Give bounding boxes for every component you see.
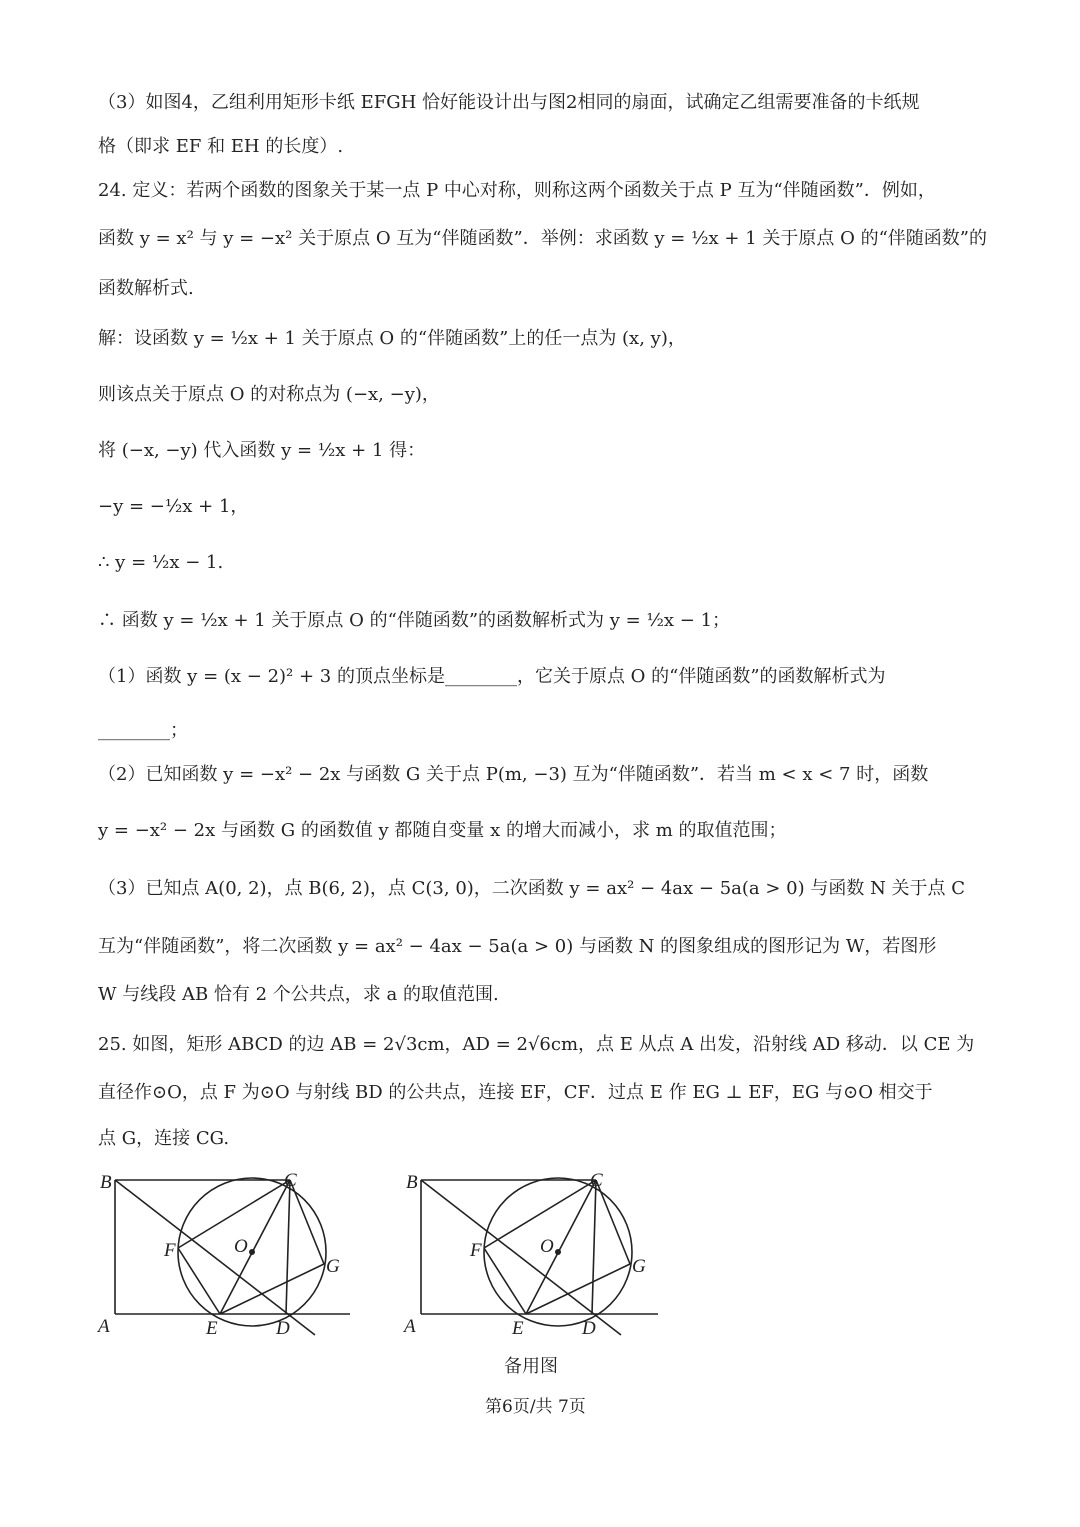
geometry-figure-main <box>90 1160 370 1354</box>
q24-solution-line4: −y = −½x + 1， <box>98 496 249 517</box>
q24-definition-line3: 函数解析式. <box>98 278 194 299</box>
q25-line2: 直径作⊙O，点 F 为⊙O 与射线 BD 的公共点，连接 EF，CF．过点 E 作 EG ⊥ EF，EG 与⊙O 相交于 <box>98 1082 933 1103</box>
label-E: E <box>206 1318 218 1339</box>
label-E-backup: E <box>512 1318 524 1339</box>
label-F-backup: F <box>470 1240 482 1261</box>
label-O: O <box>234 1236 248 1257</box>
q24-solution-line2: 则该点关于原点 O 的对称点为 (−x, −y)， <box>98 384 440 405</box>
q25-line3: 点 G，连接 CG. <box>98 1128 230 1149</box>
q24-part3-line3: W 与线段 AB 恰有 2 个公共点，求 a 的取值范围. <box>98 984 499 1005</box>
label-D-backup: D <box>582 1318 596 1339</box>
q24-part1-line2: ________； <box>98 720 188 741</box>
q24-definition-line1: 24. 定义：若两个函数的图象关于某一点 P 中心对称，则称这两个函数关于点 P 互为“伴随函数”．例如， <box>98 180 936 201</box>
label-B-backup: B <box>406 1172 418 1193</box>
q24-solution-line5: ∴ y = ½x − 1. <box>98 552 224 573</box>
q25-line1: 25. 如图，矩形 ABCD 的边 AB = 2√3cm，AD = 2√6cm，点 E 从点 A 出发，沿射线 AD 移动．以 CE 为 <box>98 1034 975 1055</box>
label-A-backup: A <box>404 1316 416 1337</box>
label-C: C <box>284 1170 297 1191</box>
label-C-backup: C <box>590 1170 603 1191</box>
q24-solution-line6: ∴ 函数 y = ½x + 1 关于原点 O 的“伴随函数”的函数解析式为 y = ½x − 1； <box>98 610 731 631</box>
q24-definition-line2: 函数 y = x² 与 y = −x² 关于原点 O 互为“伴随函数”．举例：求函数 y = ½x + 1 关于原点 O 的“伴随函数”的 <box>98 228 988 249</box>
label-G-backup: G <box>632 1256 646 1277</box>
label-G: G <box>326 1256 340 1277</box>
q24-part2-line1: （2）已知函数 y = −x² − 2x 与函数 G 关于点 P(m, −3) 互为“伴随函数”．若当 m < x < 7 时，函数 <box>98 764 929 785</box>
geometry-figure-backup <box>396 1160 676 1354</box>
label-B: B <box>100 1172 112 1193</box>
q24-part1-line1: （1）函数 y = (x − 2)² + 3 的顶点坐标是________，它关于原点 O 的“伴随函数”的函数解析式为 <box>98 666 886 687</box>
q24-part3-line2: 互为“伴随函数”，将二次函数 y = ax² − 4ax − 5a(a > 0) 与函数 N 的图象组成的图形记为 W，若图形 <box>98 936 937 957</box>
label-F: F <box>164 1240 176 1261</box>
q24-part2-line2: y = −x² − 2x 与函数 G 的函数值 y 都随自变量 x 的增大而减小，求 m 的取值范围； <box>98 820 787 841</box>
page-footer: 第6页/共 7页 <box>485 1397 586 1417</box>
q23-3-line1: （3）如图4，乙组利用矩形卡纸 EFGH 恰好能设计出与图2相同的扇面，试确定乙组需要准备的卡纸规 <box>98 92 920 113</box>
label-D: D <box>276 1318 290 1339</box>
q24-part3-line1: （3）已知点 A(0, 2)，点 B(6, 2)，点 C(3, 0)，二次函数 y = ax² − 4ax − 5a(a > 0) 与函数 N 关于点 C <box>98 878 966 899</box>
q23-3-line2: 格（即求 EF 和 EH 的长度）. <box>98 136 344 157</box>
q24-solution-line3: 将 (−x, −y) 代入函数 y = ½x + 1 得： <box>98 440 426 461</box>
label-A: A <box>98 1316 110 1337</box>
q24-solution-line1: 解：设函数 y = ½x + 1 关于原点 O 的“伴随函数”上的任一点为 (x, y)， <box>98 328 686 349</box>
backup-figure-caption: 备用图 <box>504 1356 558 1377</box>
label-O-backup: O <box>540 1236 554 1257</box>
